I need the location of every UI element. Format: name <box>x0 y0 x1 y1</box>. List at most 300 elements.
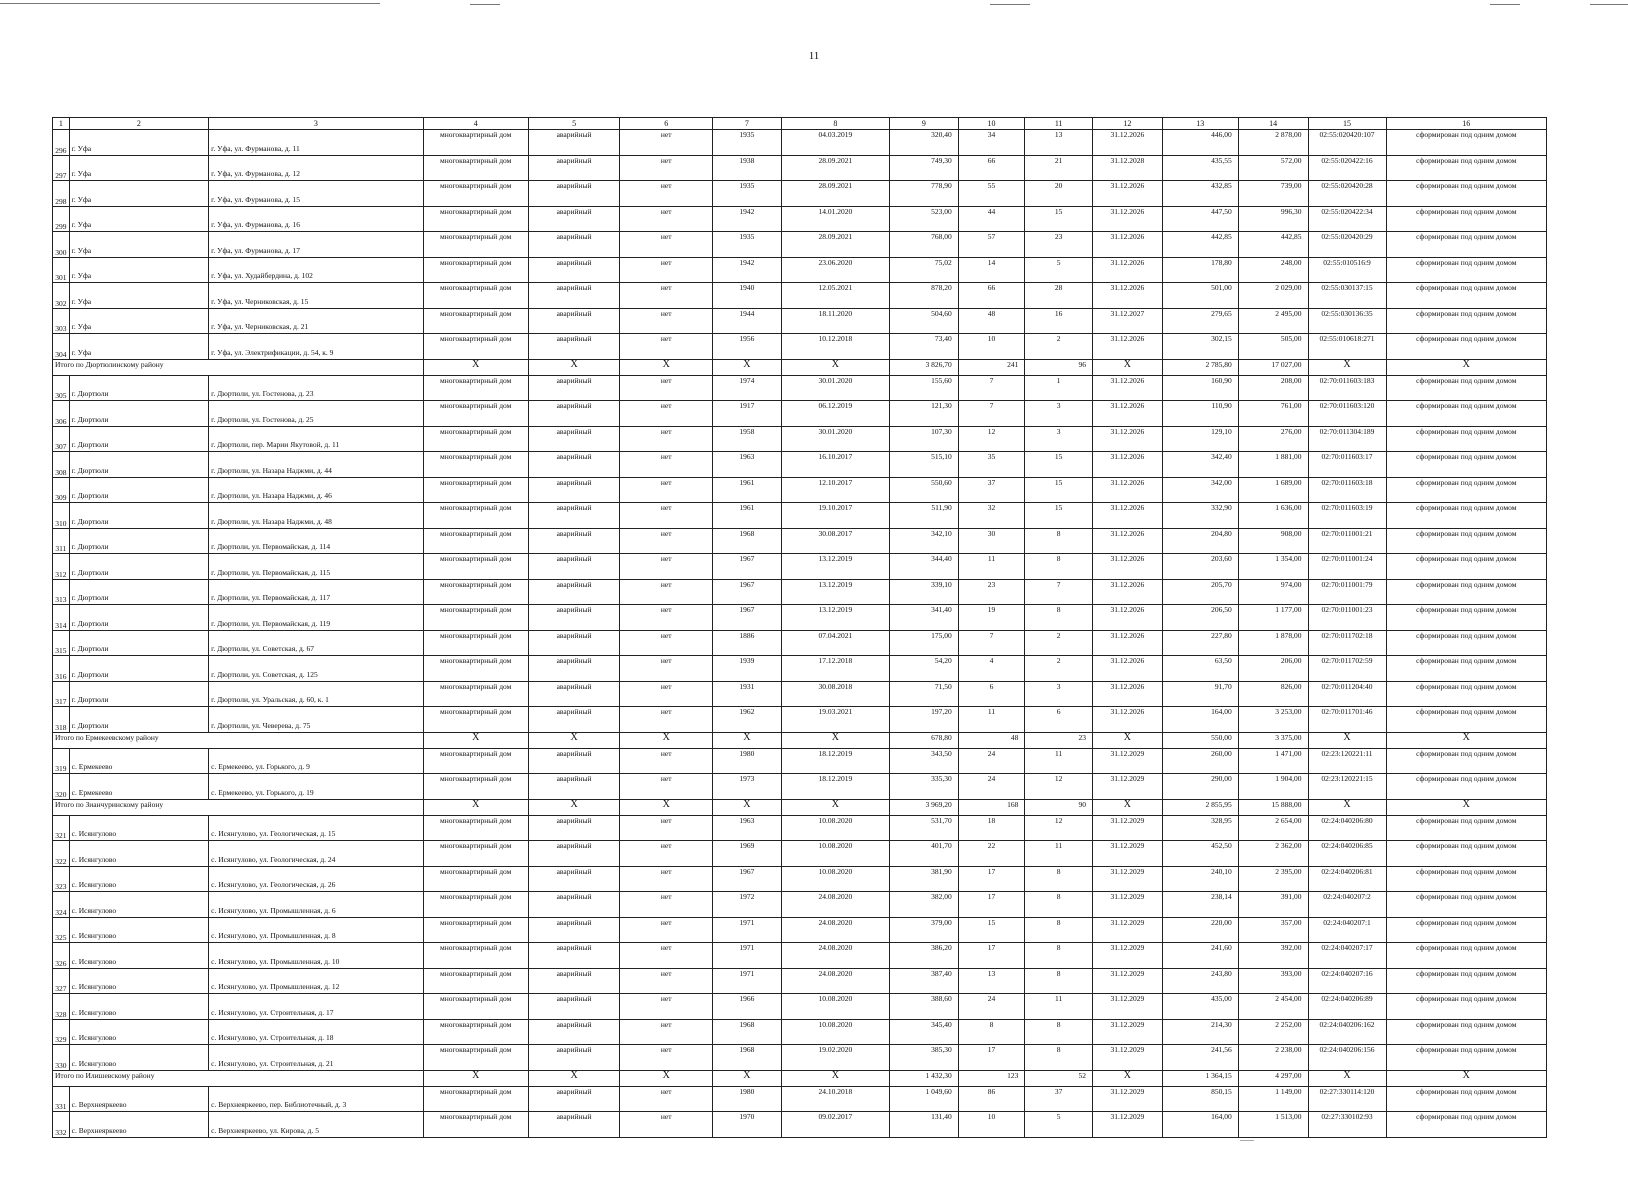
land-status-cell: сформирован под одним домом <box>1386 1112 1546 1138</box>
district-total-label: Итого по Илишевскому району <box>53 1070 424 1086</box>
column-number-cell: 9 <box>890 118 959 130</box>
relocation-date-cell: 31.12.2026 <box>1093 206 1163 232</box>
area-cell: 379,00 <box>890 917 959 943</box>
recognition-date-cell: 06.12.2019 <box>781 401 889 427</box>
total-cadastral-number: X <box>1308 359 1386 375</box>
row-number-cell: 317 <box>53 681 70 707</box>
recognition-date-cell: 10.08.2020 <box>781 815 889 841</box>
recognition-date-cell: 10.08.2020 <box>781 994 889 1020</box>
area-cell: 878,20 <box>890 283 959 309</box>
year-built-cell: 1967 <box>713 579 782 605</box>
year-built-cell: 1967 <box>713 605 782 631</box>
residents-cell: 7 <box>958 630 1025 656</box>
table-row <box>53 155 1547 181</box>
address-cell: с. Исянгулово, ул. Геологическая, д. 26 <box>209 866 423 892</box>
total-cadastral-number: X <box>1308 1070 1386 1086</box>
house-type-cell: многоквартирный дом <box>423 283 528 309</box>
year-built-cell: 1971 <box>713 943 782 969</box>
relocation-date-cell: 31.12.2029 <box>1093 1045 1163 1071</box>
land-area-cell: 432,85 <box>1162 181 1238 207</box>
premises-cell: 1 <box>1025 375 1093 401</box>
cadastral-number-cell: 02:24:040207:1 <box>1308 917 1386 943</box>
table-row <box>53 308 1547 334</box>
condition-cell: аварийный <box>528 994 620 1020</box>
district-total-label: Итого по Зианчуринскому району <box>53 799 424 815</box>
land-area-cell: 302,15 <box>1162 334 1238 360</box>
land-status-cell: сформирован под одним домом <box>1386 630 1546 656</box>
relocation-date-cell: 31.12.2026 <box>1093 181 1163 207</box>
settlement-cell: с. Ермекеево <box>69 748 209 774</box>
recognition-date-cell: 18.12.2019 <box>781 748 889 774</box>
cadastral-value-cell: 276,00 <box>1238 426 1308 452</box>
land-area-cell: 342,40 <box>1162 452 1238 478</box>
reconstruction-cell: нет <box>620 1019 713 1045</box>
settlement-cell: с. Исянгулово <box>69 841 209 867</box>
table-row <box>53 334 1547 360</box>
cadastral-number-cell: 02:70:011702:59 <box>1308 656 1386 682</box>
cadastral-value-cell: 393,00 <box>1238 968 1308 994</box>
address-cell: г. Уфа, ул. Фурманова, д. 17 <box>209 232 423 258</box>
cadastral-number-cell: 02:24:040206:89 <box>1308 994 1386 1020</box>
recognition-date-cell: 30.08.2017 <box>781 528 889 554</box>
reconstruction-cell: нет <box>620 283 713 309</box>
address-cell: г. Дюртюли, ул. Назара Наджми, д. 46 <box>209 477 423 503</box>
house-type-cell: многоквартирный дом <box>423 232 528 258</box>
residents-cell: 22 <box>958 841 1025 867</box>
total-year-built: X <box>713 799 782 815</box>
recognition-date-cell: 04.03.2019 <box>781 130 889 156</box>
table-row <box>53 707 1547 733</box>
table-row <box>53 994 1547 1020</box>
land-status-cell: сформирован под одним домом <box>1386 477 1546 503</box>
reconstruction-cell: нет <box>620 605 713 631</box>
house-type-cell: многоквартирный дом <box>423 892 528 918</box>
row-number-cell: 324 <box>53 892 70 918</box>
premises-cell: 28 <box>1025 283 1093 309</box>
land-area-cell: 203,60 <box>1162 554 1238 580</box>
house-type-cell: многоквартирный дом <box>423 605 528 631</box>
residents-cell: 6 <box>958 681 1025 707</box>
column-number-cell: 3 <box>209 118 423 130</box>
condition-cell: аварийный <box>528 503 620 529</box>
row-number-cell: 314 <box>53 605 70 631</box>
area-cell: 54,20 <box>890 656 959 682</box>
relocation-date-cell: 31.12.2026 <box>1093 605 1163 631</box>
relocation-date-cell: 31.12.2029 <box>1093 866 1163 892</box>
year-built-cell: 1935 <box>713 232 782 258</box>
area-cell: 175,00 <box>890 630 959 656</box>
recognition-date-cell: 24.10.2018 <box>781 1086 889 1112</box>
condition-cell: аварийный <box>528 528 620 554</box>
cadastral-number-cell: 02:70:011001:79 <box>1308 579 1386 605</box>
total-cadastral-value: 17 027,00 <box>1238 359 1308 375</box>
house-type-cell: многоквартирный дом <box>423 1112 528 1138</box>
land-area-cell: 91,70 <box>1162 681 1238 707</box>
residents-cell: 66 <box>958 283 1025 309</box>
condition-cell: аварийный <box>528 774 620 800</box>
land-status-cell: сформирован под одним домом <box>1386 130 1546 156</box>
table-row <box>53 130 1547 156</box>
cadastral-number-cell: 02:24:040207:17 <box>1308 943 1386 969</box>
residents-cell: 66 <box>958 155 1025 181</box>
reconstruction-cell: нет <box>620 681 713 707</box>
residents-cell: 37 <box>958 477 1025 503</box>
cadastral-number-cell: 02:24:040206:81 <box>1308 866 1386 892</box>
cadastral-number-cell: 02:55:020420:28 <box>1308 181 1386 207</box>
land-status-cell: сформирован под одним домом <box>1386 1086 1546 1112</box>
condition-cell: аварийный <box>528 917 620 943</box>
recognition-date-cell: 12.10.2017 <box>781 477 889 503</box>
condition-cell: аварийный <box>528 452 620 478</box>
row-number-cell: 308 <box>53 452 70 478</box>
relocation-date-cell: 31.12.2029 <box>1093 774 1163 800</box>
address-cell: г. Дюртюли, ул. Советская, д. 67 <box>209 630 423 656</box>
cadastral-value-cell: 1 513,00 <box>1238 1112 1308 1138</box>
column-number-cell: 5 <box>528 118 620 130</box>
cadastral-number-cell: 02:55:010516:9 <box>1308 257 1386 283</box>
settlement-cell: с. Исянгулово <box>69 1019 209 1045</box>
recognition-date-cell: 24.08.2020 <box>781 968 889 994</box>
cadastral-value-cell: 206,00 <box>1238 656 1308 682</box>
total-area: 3 826,70 <box>890 359 959 375</box>
residents-cell: 44 <box>958 206 1025 232</box>
relocation-date-cell: 31.12.2026 <box>1093 130 1163 156</box>
area-cell: 388,60 <box>890 994 959 1020</box>
condition-cell: аварийный <box>528 681 620 707</box>
settlement-cell: г. Уфа <box>69 232 209 258</box>
cadastral-number-cell: 02:24:040207:16 <box>1308 968 1386 994</box>
land-area-cell: 243,80 <box>1162 968 1238 994</box>
recognition-date-cell: 13.12.2019 <box>781 605 889 631</box>
total-cadastral-value: 4 297,00 <box>1238 1070 1308 1086</box>
address-cell: с. Верхнеяркеево, ул. Кирова, д. 5 <box>209 1112 423 1138</box>
row-number-cell: 302 <box>53 283 70 309</box>
total-land-status: X <box>1386 359 1546 375</box>
house-type-cell: многоквартирный дом <box>423 206 528 232</box>
year-built-cell: 1967 <box>713 554 782 580</box>
premises-cell: 5 <box>1025 257 1093 283</box>
year-built-cell: 1973 <box>713 774 782 800</box>
area-cell: 523,00 <box>890 206 959 232</box>
residents-cell: 19 <box>958 605 1025 631</box>
total-relocation-date: X <box>1093 799 1163 815</box>
condition-cell: аварийный <box>528 155 620 181</box>
cadastral-value-cell: 2 878,00 <box>1238 130 1308 156</box>
table-row <box>53 968 1547 994</box>
relocation-date-cell: 31.12.2029 <box>1093 1019 1163 1045</box>
table-row <box>53 206 1547 232</box>
year-built-cell: 1980 <box>713 748 782 774</box>
house-type-cell: многоквартирный дом <box>423 1045 528 1071</box>
residents-cell: 12 <box>958 426 1025 452</box>
row-number-cell: 321 <box>53 815 70 841</box>
district-total-row <box>53 359 1547 375</box>
premises-cell: 8 <box>1025 866 1093 892</box>
land-status-cell: сформирован под одним домом <box>1386 283 1546 309</box>
relocation-date-cell: 31.12.2029 <box>1093 968 1163 994</box>
recognition-date-cell: 19.03.2021 <box>781 707 889 733</box>
total-reconstruction: X <box>620 359 713 375</box>
total-land-status: X <box>1386 799 1546 815</box>
total-recognition-date: X <box>781 1070 889 1086</box>
row-number-cell: 315 <box>53 630 70 656</box>
cadastral-number-cell: 02:55:020422:34 <box>1308 206 1386 232</box>
row-number-cell: 319 <box>53 748 70 774</box>
cadastral-number-cell: 02:55:020422:16 <box>1308 155 1386 181</box>
settlement-cell: г. Дюртюли <box>69 579 209 605</box>
relocation-date-cell: 31.12.2029 <box>1093 892 1163 918</box>
condition-cell: аварийный <box>528 308 620 334</box>
land-area-cell: 447,50 <box>1162 206 1238 232</box>
settlement-cell: г. Уфа <box>69 130 209 156</box>
column-number-cell: 12 <box>1093 118 1163 130</box>
land-status-cell: сформирован под одним домом <box>1386 943 1546 969</box>
condition-cell: аварийный <box>528 605 620 631</box>
house-type-cell: многоквартирный дом <box>423 579 528 605</box>
premises-cell: 2 <box>1025 656 1093 682</box>
condition-cell: аварийный <box>528 866 620 892</box>
house-type-cell: многоквартирный дом <box>423 503 528 529</box>
cadastral-number-cell: 02:55:010618:271 <box>1308 334 1386 360</box>
table-row <box>53 815 1547 841</box>
recognition-date-cell: 28.09.2021 <box>781 155 889 181</box>
area-cell: 131,40 <box>890 1112 959 1138</box>
relocation-date-cell: 31.12.2026 <box>1093 283 1163 309</box>
land-area-cell: 241,60 <box>1162 943 1238 969</box>
total-area: 678,80 <box>890 732 959 748</box>
recognition-date-cell: 13.12.2019 <box>781 579 889 605</box>
year-built-cell: 1962 <box>713 707 782 733</box>
land-area-cell: 279,65 <box>1162 308 1238 334</box>
cadastral-value-cell: 1 904,00 <box>1238 774 1308 800</box>
table-row <box>53 748 1547 774</box>
area-cell: 511,90 <box>890 503 959 529</box>
total-premises: 96 <box>1025 359 1093 375</box>
settlement-cell: г. Уфа <box>69 155 209 181</box>
area-cell: 515,10 <box>890 452 959 478</box>
table-row <box>53 283 1547 309</box>
land-status-cell: сформирован под одним домом <box>1386 426 1546 452</box>
total-condition: X <box>528 359 620 375</box>
condition-cell: аварийный <box>528 579 620 605</box>
reconstruction-cell: нет <box>620 503 713 529</box>
table-row <box>53 605 1547 631</box>
recognition-date-cell: 30.08.2018 <box>781 681 889 707</box>
table-row <box>53 681 1547 707</box>
address-cell: с. Верхнеяркеево, пер. Библиотечный, д. 3 <box>209 1086 423 1112</box>
address-cell: г. Дюртюли, ул. Гостенова, д. 25 <box>209 401 423 427</box>
land-area-cell: 164,00 <box>1162 1112 1238 1138</box>
row-number-cell: 297 <box>53 155 70 181</box>
total-year-built: X <box>713 1070 782 1086</box>
relocation-date-cell: 31.12.2026 <box>1093 656 1163 682</box>
total-land-area: 1 364,15 <box>1162 1070 1238 1086</box>
column-number-cell: 15 <box>1308 118 1386 130</box>
column-number-cell: 7 <box>713 118 782 130</box>
land-status-cell: сформирован под одним домом <box>1386 375 1546 401</box>
settlement-cell: г. Дюртюли <box>69 630 209 656</box>
address-cell: г. Дюртюли, ул. Назара Наджми, д. 44 <box>209 452 423 478</box>
land-area-cell: 160,90 <box>1162 375 1238 401</box>
total-recognition-date: X <box>781 359 889 375</box>
total-condition: X <box>528 732 620 748</box>
residents-cell: 23 <box>958 579 1025 605</box>
residents-cell: 14 <box>958 257 1025 283</box>
cadastral-number-cell: 02:24:040206:162 <box>1308 1019 1386 1045</box>
address-cell: г. Дюртюли, ул. Первомайская, д. 115 <box>209 554 423 580</box>
land-status-cell: сформирован под одним домом <box>1386 257 1546 283</box>
house-type-cell: многоквартирный дом <box>423 707 528 733</box>
row-number-cell: 323 <box>53 866 70 892</box>
cadastral-value-cell: 391,00 <box>1238 892 1308 918</box>
table-row <box>53 579 1547 605</box>
reconstruction-cell: нет <box>620 841 713 867</box>
condition-cell: аварийный <box>528 630 620 656</box>
condition-cell: аварийный <box>528 181 620 207</box>
premises-cell: 11 <box>1025 748 1093 774</box>
cadastral-value-cell: 392,00 <box>1238 943 1308 969</box>
relocation-date-cell: 31.12.2029 <box>1093 748 1163 774</box>
total-premises: 52 <box>1025 1070 1093 1086</box>
address-cell: с. Исянгулово, ул. Промышленная, д. 12 <box>209 968 423 994</box>
relocation-date-cell: 31.12.2026 <box>1093 452 1163 478</box>
relocation-date-cell: 31.12.2029 <box>1093 994 1163 1020</box>
settlement-cell: с. Исянгулово <box>69 917 209 943</box>
recognition-date-cell: 17.12.2018 <box>781 656 889 682</box>
reconstruction-cell: нет <box>620 334 713 360</box>
house-type-cell: многоквартирный дом <box>423 681 528 707</box>
relocation-date-cell: 31.12.2029 <box>1093 815 1163 841</box>
land-area-cell: 220,00 <box>1162 917 1238 943</box>
cadastral-number-cell: 02:24:040206:156 <box>1308 1045 1386 1071</box>
condition-cell: аварийный <box>528 1019 620 1045</box>
scan-mark <box>1240 1140 1254 1141</box>
cadastral-value-cell: 1 689,00 <box>1238 477 1308 503</box>
row-number-cell: 331 <box>53 1086 70 1112</box>
residents-cell: 11 <box>958 554 1025 580</box>
relocation-date-cell: 31.12.2026 <box>1093 375 1163 401</box>
recognition-date-cell: 18.11.2020 <box>781 308 889 334</box>
relocation-date-cell: 31.12.2026 <box>1093 554 1163 580</box>
land-area-cell: 328,95 <box>1162 815 1238 841</box>
land-area-cell: 206,50 <box>1162 605 1238 631</box>
residents-cell: 24 <box>958 748 1025 774</box>
house-type-cell: многоквартирный дом <box>423 130 528 156</box>
residents-cell: 24 <box>958 994 1025 1020</box>
row-number-cell: 296 <box>53 130 70 156</box>
cadastral-value-cell: 908,00 <box>1238 528 1308 554</box>
scan-artifacts <box>0 0 1628 12</box>
land-status-cell: сформирован под одним домом <box>1386 841 1546 867</box>
area-cell: 335,30 <box>890 774 959 800</box>
land-area-cell: 435,00 <box>1162 994 1238 1020</box>
residents-cell: 17 <box>958 866 1025 892</box>
total-land-area: 550,00 <box>1162 732 1238 748</box>
premises-cell: 3 <box>1025 681 1093 707</box>
total-area: 1 432,30 <box>890 1070 959 1086</box>
total-reconstruction: X <box>620 799 713 815</box>
address-cell: г. Дюртюли, ул. Назара Наджми, д. 48 <box>209 503 423 529</box>
land-area-cell: 290,00 <box>1162 774 1238 800</box>
year-built-cell: 1931 <box>713 681 782 707</box>
relocation-date-cell: 31.12.2026 <box>1093 477 1163 503</box>
house-type-cell: многоквартирный дом <box>423 554 528 580</box>
year-built-cell: 1971 <box>713 917 782 943</box>
cadastral-value-cell: 2 495,00 <box>1238 308 1308 334</box>
district-total-label: Итого по Дюртюлинскому району <box>53 359 424 375</box>
cadastral-value-cell: 761,00 <box>1238 401 1308 427</box>
residents-cell: 10 <box>958 334 1025 360</box>
address-cell: г. Дюртюли, ул. Чеверева, д. 75 <box>209 707 423 733</box>
land-area-cell: 205,70 <box>1162 579 1238 605</box>
table-row <box>53 554 1547 580</box>
reconstruction-cell: нет <box>620 206 713 232</box>
cadastral-number-cell: 02:27:330102:93 <box>1308 1112 1386 1138</box>
land-status-cell: сформирован под одним домом <box>1386 892 1546 918</box>
condition-cell: аварийный <box>528 748 620 774</box>
row-number-cell: 310 <box>53 503 70 529</box>
table-row <box>53 1086 1547 1112</box>
table-row <box>53 181 1547 207</box>
relocation-date-cell: 31.12.2026 <box>1093 334 1163 360</box>
house-type-cell: многоквартирный дом <box>423 257 528 283</box>
year-built-cell: 1935 <box>713 181 782 207</box>
cadastral-number-cell: 02:55:030137:15 <box>1308 283 1386 309</box>
cadastral-number-cell: 02:70:011603:19 <box>1308 503 1386 529</box>
condition-cell: аварийный <box>528 707 620 733</box>
cadastral-number-cell: 02:55:030136:35 <box>1308 308 1386 334</box>
year-built-cell: 1942 <box>713 257 782 283</box>
area-cell: 339,10 <box>890 579 959 605</box>
district-total-label: Итого по Ермекеевскому району <box>53 732 424 748</box>
house-type-cell: многоквартирный дом <box>423 1019 528 1045</box>
year-built-cell: 1939 <box>713 656 782 682</box>
cadastral-number-cell: 02:23:120221:15 <box>1308 774 1386 800</box>
row-number-cell: 330 <box>53 1045 70 1071</box>
year-built-cell: 1963 <box>713 815 782 841</box>
reconstruction-cell: нет <box>620 656 713 682</box>
cadastral-value-cell: 3 253,00 <box>1238 707 1308 733</box>
premises-cell: 11 <box>1025 994 1093 1020</box>
premises-cell: 12 <box>1025 774 1093 800</box>
reconstruction-cell: нет <box>620 308 713 334</box>
settlement-cell: с. Исянгулово <box>69 1045 209 1071</box>
year-built-cell: 1944 <box>713 308 782 334</box>
land-area-cell: 435,55 <box>1162 155 1238 181</box>
house-type-cell: многоквартирный дом <box>423 748 528 774</box>
year-built-cell: 1969 <box>713 841 782 867</box>
total-land-area: 2 785,80 <box>1162 359 1238 375</box>
settlement-cell: г. Уфа <box>69 308 209 334</box>
recognition-date-cell: 30.01.2020 <box>781 375 889 401</box>
area-cell: 401,70 <box>890 841 959 867</box>
house-type-cell: многоквартирный дом <box>423 181 528 207</box>
table-row <box>53 452 1547 478</box>
residents-cell: 57 <box>958 232 1025 258</box>
land-status-cell: сформирован под одним домом <box>1386 232 1546 258</box>
address-cell: с. Исянгулово, ул. Промышленная, д. 6 <box>209 892 423 918</box>
condition-cell: аварийный <box>528 130 620 156</box>
year-built-cell: 1940 <box>713 283 782 309</box>
land-status-cell: сформирован под одним домом <box>1386 681 1546 707</box>
cadastral-number-cell: 02:23:120221:11 <box>1308 748 1386 774</box>
settlement-cell: г. Дюртюли <box>69 452 209 478</box>
total-condition: X <box>528 799 620 815</box>
house-type-cell: многоквартирный дом <box>423 375 528 401</box>
address-cell: с. Ермекеево, ул. Горького, д. 9 <box>209 748 423 774</box>
table-row <box>53 943 1547 969</box>
cadastral-number-cell: 02:27:330114:120 <box>1308 1086 1386 1112</box>
